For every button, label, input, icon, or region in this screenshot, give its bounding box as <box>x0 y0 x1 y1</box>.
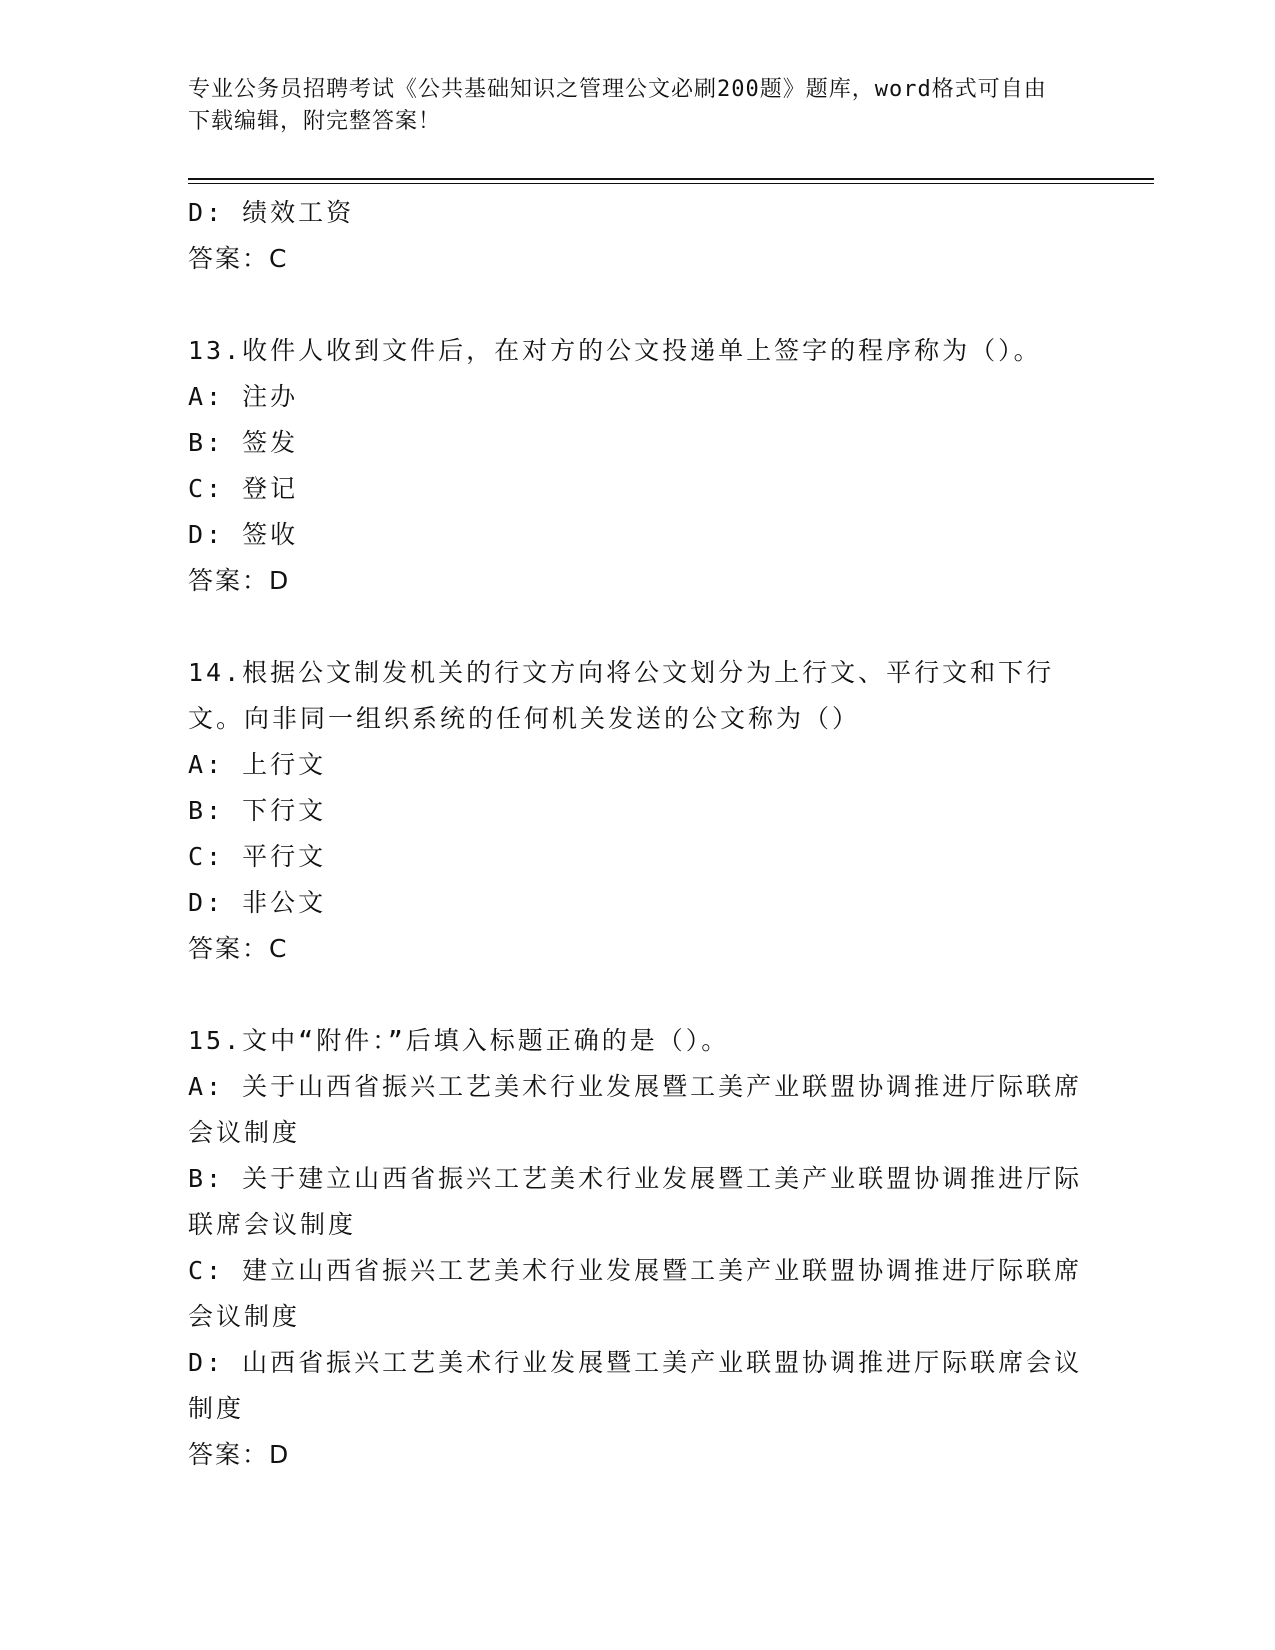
option-d: D: 签收 <box>188 520 299 549</box>
answer: 答案：C <box>188 934 289 963</box>
question-stem: 14.根据公文制发机关的行文方向将公文划分为上行文、平行文和下行文。向非同一组织系统的任何机关发送的公文称为（） <box>188 658 1055 733</box>
question-stem: 15.文中“附件：”后填入标题正确的是（）。 <box>188 1026 730 1055</box>
option-a: A: 关于山西省振兴工艺美术行业发展暨工美产业联盟协调推进厅际联席会议制度 <box>188 1072 1083 1147</box>
question-15 <box>188 1018 1088 1478</box>
document-body <box>188 190 1088 1478</box>
option-d: D: 非公文 <box>188 888 327 917</box>
option-a: A: 上行文 <box>188 750 327 779</box>
header-divider-thick <box>188 178 1154 180</box>
question-12-tail <box>188 190 1088 282</box>
question-14 <box>188 650 1088 972</box>
option-c: C: 平行文 <box>188 842 327 871</box>
answer: 答案：C <box>188 244 289 273</box>
answer: 答案：D <box>188 566 291 595</box>
option-d: D: 绩效工资 <box>188 198 355 227</box>
answer: 答案：D <box>188 1440 291 1469</box>
spacer <box>188 604 1088 650</box>
option-a: A: 注办 <box>188 382 299 411</box>
question-stem: 13.收件人收到文件后，在对方的公文投递单上签字的程序称为（）。 <box>188 336 1042 365</box>
header-divider-thin <box>188 183 1154 184</box>
spacer <box>188 972 1088 1018</box>
document-header: 专业公务员招聘考试《公共基础知识之管理公文必刷200题》题库，word格式可自由下载编辑，附完整答案！ <box>188 77 1047 134</box>
question-13 <box>188 328 1088 604</box>
option-d: D: 山西省振兴工艺美术行业发展暨工美产业联盟协调推进厅际联席会议制度 <box>188 1348 1083 1423</box>
option-b: B: 下行文 <box>188 796 327 825</box>
option-b: B: 关于建立山西省振兴工艺美术行业发展暨工美产业联盟协调推进厅际联席会议制度 <box>188 1164 1083 1239</box>
option-b: B: 签发 <box>188 428 299 457</box>
option-c: C: 建立山西省振兴工艺美术行业发展暨工美产业联盟协调推进厅际联席会议制度 <box>188 1256 1083 1331</box>
option-c: C: 登记 <box>188 474 299 503</box>
spacer <box>188 282 1088 328</box>
